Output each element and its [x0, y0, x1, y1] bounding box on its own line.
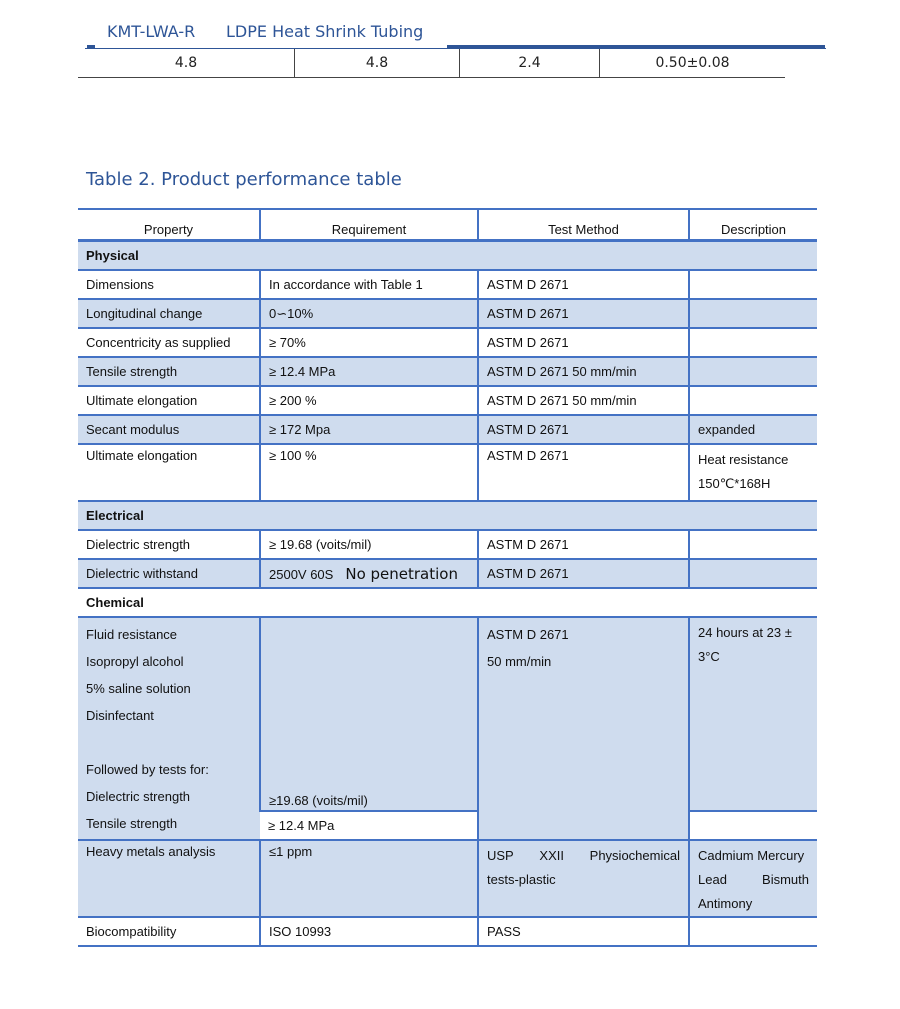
- method-line: [487, 844, 680, 868]
- table-title: Table 2. Product performance table: [86, 169, 402, 190]
- description-cell: expanded: [689, 415, 817, 444]
- property-cell: Biocompatibility: [78, 917, 260, 946]
- property-cell: Ultimate elongation: [78, 444, 260, 501]
- table-row: [78, 617, 817, 811]
- requirement-cell: [260, 559, 478, 588]
- table-row: [78, 415, 817, 444]
- property-cell: Secant modulus: [78, 415, 260, 444]
- table-row: [78, 917, 817, 946]
- method-cell: [478, 840, 689, 917]
- table-row: [78, 530, 817, 559]
- property-cell: Tensile strength: [78, 357, 260, 386]
- table-row: [78, 840, 817, 917]
- requirement-cell: ≥19.68 (voits/mil): [260, 617, 478, 811]
- description-line: Heat resistance: [698, 452, 789, 467]
- section-row-chemical: [78, 588, 817, 617]
- fluid-line: Dielectric strength: [86, 789, 191, 804]
- method-cell: ASTM D 2671: [478, 559, 689, 588]
- column-header-requirement: Requirement: [260, 209, 478, 241]
- description-cell: [689, 617, 817, 811]
- table1-cell: 2.4: [518, 55, 541, 71]
- table-row: [78, 559, 817, 588]
- fluid-line: Disinfectant: [86, 708, 154, 723]
- description-cell: [689, 811, 817, 840]
- requirement-cell: ≤1 ppm: [260, 840, 478, 917]
- fluid-line: Followed by tests for:: [86, 762, 209, 777]
- table1-cell: 4.8: [174, 55, 198, 71]
- description-cell: [689, 559, 817, 588]
- table-row: [78, 357, 817, 386]
- method-word: Physiochemical: [589, 848, 680, 863]
- method-cell: ASTM D 2671: [478, 328, 689, 357]
- table-row: [78, 386, 817, 415]
- method-cell: [478, 617, 689, 840]
- description-cell: [689, 444, 817, 501]
- fluid-line: 5% saline solution: [86, 681, 191, 696]
- column-header-test-method: Test Method: [478, 209, 689, 241]
- description-cell: [689, 299, 817, 328]
- description-line: Antimony: [698, 896, 753, 911]
- description-cell: [689, 270, 817, 299]
- table-header-row: [78, 209, 817, 241]
- requirement-note: No penetration: [345, 564, 458, 583]
- requirement-cell: ≥ 100 %: [260, 444, 478, 501]
- requirement-text: 2500V 60S: [269, 566, 334, 582]
- method-cell: ASTM D 2671 50 mm/min: [478, 386, 689, 415]
- description-cell: [689, 840, 817, 917]
- column-header-property: Property: [78, 209, 260, 241]
- method-line: tests-plastic: [487, 872, 556, 887]
- property-cell: [78, 617, 260, 840]
- property-cell: Concentricity as supplied: [78, 328, 260, 357]
- section-label: Electrical: [78, 501, 817, 530]
- description-line: Cadmium Mercury: [698, 848, 805, 863]
- fluid-line: Isopropyl alcohol: [86, 654, 184, 669]
- fluid-line: Fluid resistance: [86, 627, 178, 642]
- property-cell: Heavy metals analysis: [78, 840, 260, 917]
- requirement-cell: ≥ 19.68 (voits/mil): [260, 530, 478, 559]
- method-cell: ASTM D 2671 50 mm/min: [478, 357, 689, 386]
- performance-table: [78, 208, 817, 947]
- description-word: Lead: [698, 872, 727, 887]
- property-cell: Longitudinal change: [78, 299, 260, 328]
- requirement-cell: 0∽10%: [260, 299, 478, 328]
- property-cell: Ultimate elongation: [78, 386, 260, 415]
- table1-cell: 4.8: [365, 55, 389, 71]
- method-line: ASTM D 2671: [487, 627, 569, 642]
- method-cell: ASTM D 2671: [478, 530, 689, 559]
- description-cell: [689, 328, 817, 357]
- section-label: Physical: [78, 241, 817, 271]
- column-header-description: Description: [689, 209, 817, 241]
- description-line: [698, 868, 809, 892]
- requirement-cell: ≥ 12.4 MPa: [260, 811, 478, 840]
- method-word: XXII: [539, 848, 564, 863]
- fluid-line: Tensile strength: [86, 816, 178, 831]
- description-cell: [689, 530, 817, 559]
- requirement-cell: ≥ 172 Mpa: [260, 415, 478, 444]
- description-cell: [689, 917, 817, 946]
- doc-code: KMT-LWA-R: [107, 22, 196, 41]
- requirement-cell: ≥ 12.4 MPa: [260, 357, 478, 386]
- requirement-cell: In accordance with Table 1: [260, 270, 478, 299]
- table-row: [78, 328, 817, 357]
- property-cell: Dielectric withstand: [78, 559, 260, 588]
- section-row-electrical: [78, 501, 817, 530]
- method-cell: ASTM D 2671: [478, 270, 689, 299]
- description-line: 3°C: [698, 649, 720, 664]
- description-word: Bismuth: [762, 872, 809, 887]
- property-cell: Dielectric strength: [78, 530, 260, 559]
- description-cell: [689, 386, 817, 415]
- table-row: [78, 299, 817, 328]
- description-line: 150℃*168H: [698, 476, 771, 491]
- requirement-cell: ≥ 70%: [260, 328, 478, 357]
- method-cell: ASTM D 2671: [478, 299, 689, 328]
- section-label: Chemical: [78, 588, 817, 617]
- doc-title: LDPE Heat Shrink Tubing: [226, 22, 424, 41]
- method-cell: ASTM D 2671: [478, 415, 689, 444]
- section-row-physical: [78, 241, 817, 271]
- fluid-line: [86, 729, 251, 756]
- description-cell: [689, 357, 817, 386]
- description-line: 24 hours at 23 ±: [698, 625, 792, 640]
- table-row: [78, 444, 817, 501]
- method-cell: ASTM D 2671: [478, 444, 689, 501]
- table1-last-row: [78, 49, 785, 78]
- table-row: [78, 270, 817, 299]
- property-cell: Dimensions: [78, 270, 260, 299]
- requirement-cell: ISO 10993: [260, 917, 478, 946]
- requirement-cell: ≥ 200 %: [260, 386, 478, 415]
- table1-cell: 0.50±0.08: [655, 55, 730, 71]
- method-word: USP: [487, 848, 514, 863]
- method-cell: PASS: [478, 917, 689, 946]
- method-line: 50 mm/min: [487, 654, 552, 669]
